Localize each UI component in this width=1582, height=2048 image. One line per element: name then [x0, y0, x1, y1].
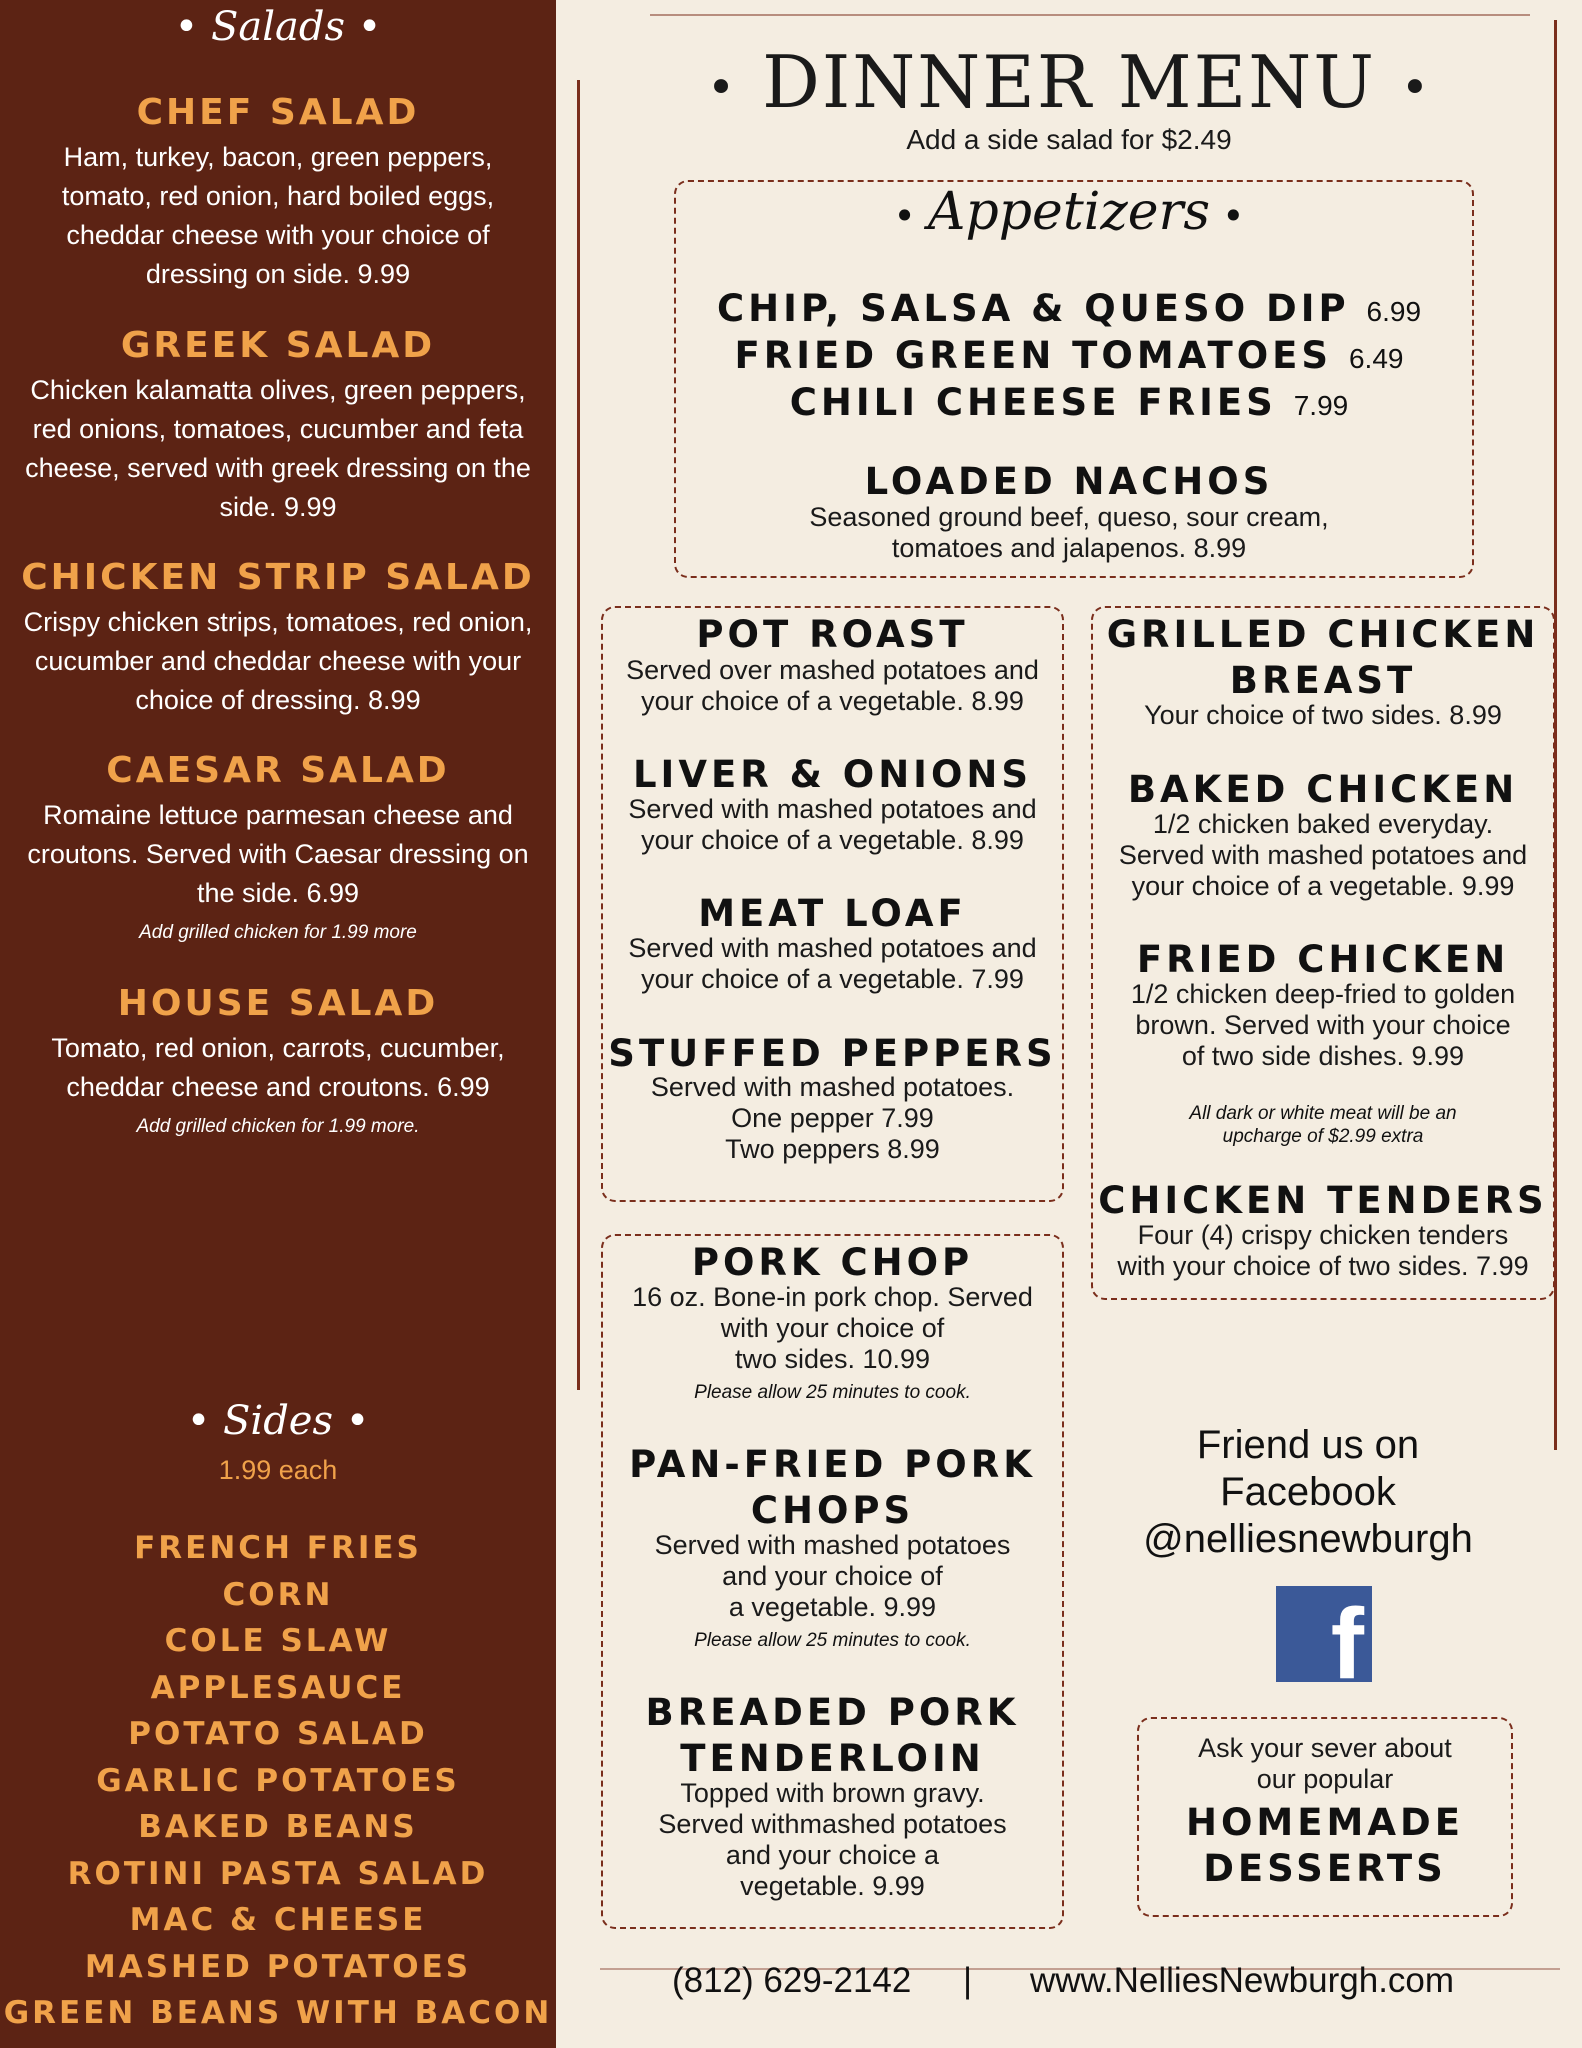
liver-onions-title: LIVER & ONIONS	[632, 753, 1033, 796]
sides-list	[0, 1525, 556, 2037]
pot-roast-desc: Served over mashed potatoes and your choice of a vegetable. 8.99	[626, 655, 1039, 716]
chicken-tenders-desc: Four (4) crispy chicken tenders with your choice of two sides. 7.99	[1117, 1220, 1529, 1281]
chef-salad-title: CHEF SALAD	[136, 92, 420, 133]
appetizers-heading: • Appetizers •	[893, 182, 1245, 242]
chicken-strip-salad-desc: Crispy chicken strips, tomatoes, red onion, cucumber and cheddar cheese with your choice of dressing. 8.99	[23, 607, 533, 715]
greek-salad-title: GREEK SALAD	[120, 325, 436, 366]
baked-chicken-desc: 1/2 chicken baked everyday. Served with mashed potatoes and your choice of a vegetable. 9.99	[1118, 809, 1528, 901]
side-item: COLE SLAW	[164, 1623, 392, 1659]
appetizer-item: CHILI CHEESE FRIES 7.99	[789, 381, 1349, 424]
pork-chop-title: PORK CHOP	[691, 1241, 974, 1284]
pan-fried-pork-chops-title: PAN-FRIED PORK CHOPS	[629, 1443, 1036, 1532]
loaded-nachos-title: LOADED NACHOS	[864, 460, 1274, 503]
side-item: MAC & CHEESE	[129, 1902, 427, 1938]
side-item: MASHED POTATOES	[84, 1948, 472, 1985]
website-link[interactable]: www.NelliesNewburgh.com	[1030, 1961, 1455, 2000]
salads-sides-column	[0, 0, 556, 2048]
caesar-salad-title: CAESAR SALAD	[106, 750, 450, 791]
side-item: ROTINI PASTA SALAD	[67, 1855, 489, 1892]
side-item: GREEN BEANS WITH BACON	[3, 1995, 553, 2031]
breaded-pork-tenderloin-desc: Topped with brown gravy. Served withmashed potatoes and your choice a vegetable. 9.99	[658, 1778, 1007, 1901]
house-salad-note: Add grilled chicken for 1.99 more.	[136, 1116, 420, 1137]
house-salad-desc: Tomato, red onion, carrots, cucumber, cheddar cheese and croutons. 6.99	[51, 1033, 505, 1102]
chicken-strip-salad-title: CHICKEN STRIP SALAD	[21, 557, 535, 598]
caesar-salad-desc: Romaine lettuce parmesan cheese and croutons. Served with Caesar dressing on the side. 6.99	[27, 800, 529, 908]
pan-fried-pork-chops-desc: Served with mashed potatoes and your choice of a vegetable. 9.99	[654, 1530, 1011, 1622]
baked-chicken-title: BAKED CHICKEN	[1127, 768, 1519, 811]
fried-chicken-note: All dark or white meat will be an upcharge of $2.99 extra	[1189, 1103, 1457, 1147]
frame-line-top	[650, 14, 1530, 16]
side-item: GARLIC POTATOES	[96, 1762, 460, 1799]
phone-number[interactable]: (812) 629-2142	[672, 1961, 912, 2000]
side-item: POTATO SALAD	[128, 1716, 428, 1752]
sides-price: 1.99 each	[218, 1455, 338, 1485]
salads-heading: • Salads •	[174, 4, 382, 50]
facebook-promo: Friend us on Facebook @nelliesnewburgh	[1091, 1422, 1525, 1563]
breaded-pork-tenderloin-title: BREADED PORK TENDERLOIN	[645, 1691, 1020, 1780]
house-salad-title: HOUSE SALAD	[117, 983, 439, 1024]
footer-separator: |	[963, 1961, 973, 2000]
chicken-tenders-title: CHICKEN TENDERS	[1098, 1179, 1548, 1222]
greek-salad-desc: Chicken kalamatta olives, green peppers, red onions, tomatoes, cucumber and feta cheese, served with greek dressing on the side. 9.99	[25, 375, 531, 522]
grilled-chicken-title: GRILLED CHICKEN BREAST	[1106, 613, 1540, 702]
side-item: APPLESAUCE	[150, 1669, 406, 1706]
pan-fried-pork-chops-note: Please allow 25 minutes to cook.	[694, 1630, 971, 1651]
chef-salad-desc: Ham, turkey, bacon, green peppers, tomato, red onion, hard boiled eggs, cheddar cheese with your choice of dressing on side. 9.99	[61, 142, 495, 289]
menu-title: • DINNER MENU •	[706, 40, 1432, 124]
meat-loaf-title: MEAT LOAF	[698, 892, 967, 935]
pot-roast-title: POT ROAST	[696, 613, 969, 656]
caesar-salad-note: Add grilled chicken for 1.99 more	[139, 922, 417, 943]
facebook-icon[interactable]: f	[1276, 1586, 1372, 1682]
stuffed-peppers-title: STUFFED PEPPERS	[608, 1032, 1057, 1075]
fried-chicken-title: FRIED CHICKEN	[1136, 938, 1510, 981]
loaded-nachos-desc: Seasoned ground beef, queso, sour cream, tomatoes and jalapenos. 8.99	[809, 502, 1329, 563]
appetizer-item: CHIP, SALSA & QUESO DIP 6.99	[716, 287, 1422, 330]
appetizer-item: FRIED GREEN TOMATOES 6.49	[734, 334, 1404, 377]
liver-onions-desc: Served with mashed potatoes and your choice of a vegetable. 8.99	[628, 794, 1037, 855]
side-item: FRENCH FRIES	[134, 1530, 422, 1566]
stuffed-peppers-desc: Served with mashed potatoes. One pepper 7.99 Two peppers 8.99	[650, 1072, 1015, 1164]
pork-chop-note: Please allow 25 minutes to cook.	[694, 1382, 971, 1403]
facebook-handle[interactable]: @nelliesnewburgh	[1143, 1517, 1473, 1561]
meat-loaf-desc: Served with mashed potatoes and your choice of a vegetable. 7.99	[628, 933, 1037, 994]
fried-chicken-desc: 1/2 chicken deep-fried to golden brown. Served with your choice of two side dishes. 9.99	[1130, 979, 1516, 1071]
side-item: BAKED BEANS	[138, 1809, 418, 1845]
menu-subtitle: Add a side salad for $2.49	[906, 124, 1232, 155]
side-item: CORN	[222, 1576, 334, 1613]
desserts-intro: Ask your sever about our popular	[1198, 1733, 1452, 1794]
grilled-chicken-desc: Your choice of two sides. 8.99	[1144, 700, 1502, 730]
sides-heading: • Sides •	[186, 1398, 370, 1444]
homemade-desserts-title: HOMEMADE DESSERTS	[1186, 1801, 1464, 1890]
frame-line-left	[577, 80, 580, 1390]
pork-chop-desc: 16 oz. Bone-in pork chop. Served with your choice of two sides. 10.99	[632, 1282, 1033, 1374]
